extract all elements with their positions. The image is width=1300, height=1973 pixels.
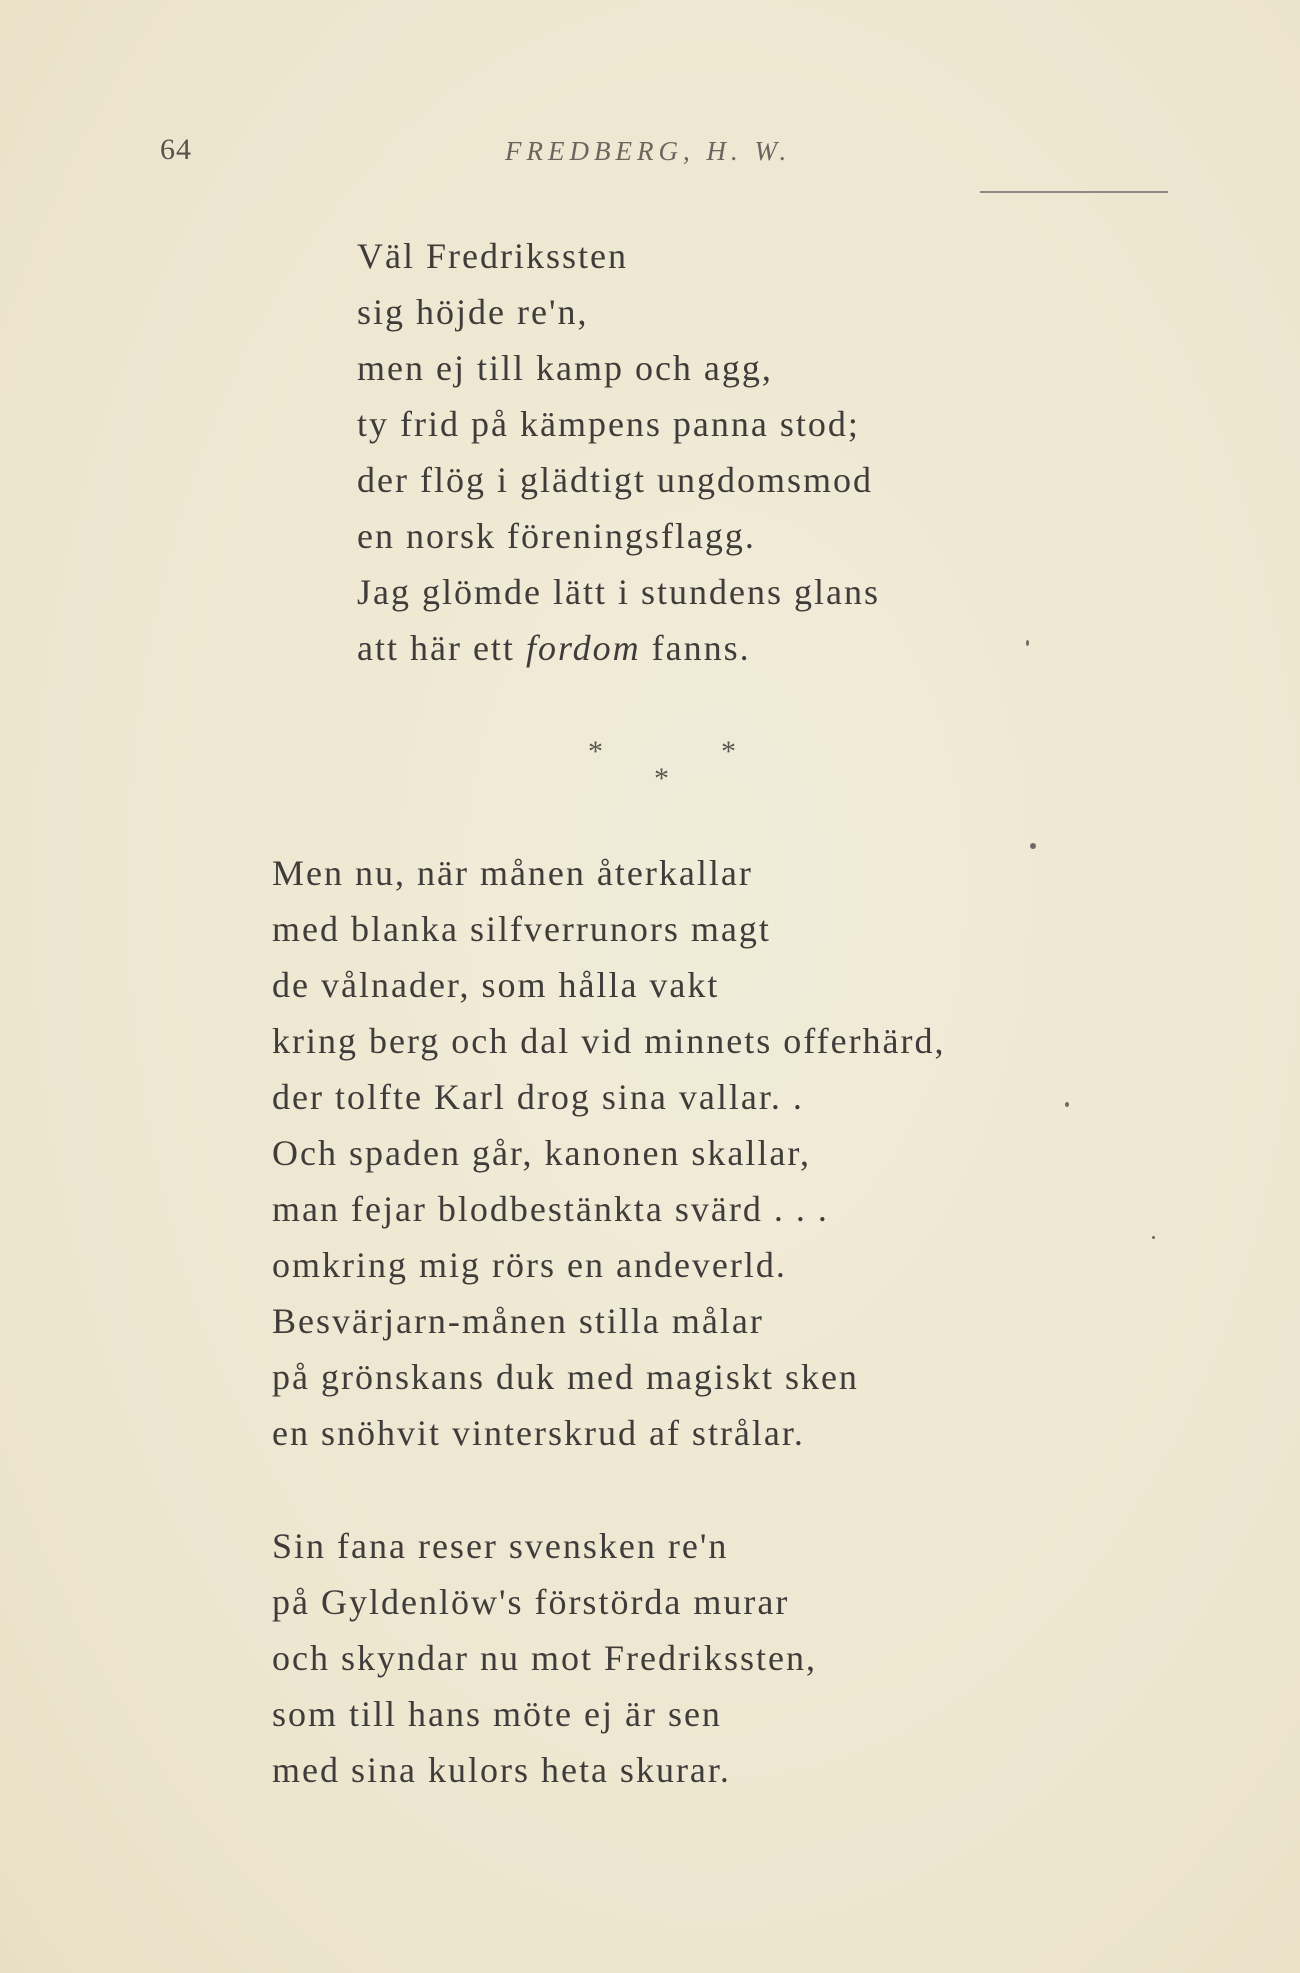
poem-line: der flög i glädtigt ungdomsmod [357, 460, 873, 500]
poem-line: på grönskans duk med magiskt sken [272, 1357, 859, 1397]
line-text-after: fanns. [640, 628, 751, 668]
header-rule [980, 191, 1168, 193]
poem-line-last [357, 620, 880, 676]
poem-line: ty frid på kämpens panna stod; [357, 404, 860, 444]
poem-line: som till hans möte ej är sen [272, 1694, 722, 1734]
poem-line: man fejar blodbestänkta svärd . . . [272, 1189, 829, 1229]
line-text-before: att här ett [357, 628, 526, 668]
poem-line: sig höjde re'n, [357, 292, 589, 332]
asterism-star: * [654, 762, 669, 795]
poem-line: med sina kulors heta skurar. [272, 1750, 731, 1790]
poem-line: der tolfte Karl drog sina vallar. . [272, 1077, 804, 1117]
print-speck [1152, 1236, 1155, 1239]
print-speck [1065, 1102, 1069, 1107]
poem-line: och skyndar nu mot Fredrikssten, [272, 1638, 817, 1678]
poem-line: kring berg och dal vid minnets offerhärd, [272, 1021, 946, 1061]
poem-line: Besvärjarn-månen stilla målar [272, 1301, 764, 1341]
italic-word: fordom [525, 628, 641, 668]
poem-line: Väl Fredrikssten [357, 236, 628, 276]
poem-line: med blanka silfverrunors magt [272, 909, 771, 949]
poem-line: omkring mig rörs en andeverld. [272, 1245, 787, 1285]
asterism-star: * [721, 735, 736, 768]
asterism-star: * [588, 735, 603, 768]
poem-line: de vålnader, som hålla vakt [272, 965, 720, 1005]
poem-line: Men nu, när månen återkallar [272, 853, 753, 893]
print-speck [1026, 640, 1029, 646]
print-speck [1030, 843, 1036, 849]
stanza-3 [272, 1518, 817, 1798]
poem-line: en snöhvit vinterskrud af strålar. [272, 1413, 805, 1453]
stanza-2 [272, 845, 946, 1461]
poem-line: på Gyldenlöw's förstörda murar [272, 1582, 790, 1622]
poem-line: en norsk föreningsflagg. [357, 516, 756, 556]
poem-line: Sin fana reser svensken re'n [272, 1526, 729, 1566]
poem-line: men ej till kamp och agg, [357, 348, 773, 388]
stanza-1 [357, 228, 880, 676]
running-head: FREDBERG, H. W. [505, 136, 792, 166]
page-number: 64 [160, 133, 192, 166]
poem-line: Och spaden går, kanonen skallar, [272, 1133, 811, 1173]
poem-line: Jag glömde lätt i stundens glans [357, 572, 880, 612]
